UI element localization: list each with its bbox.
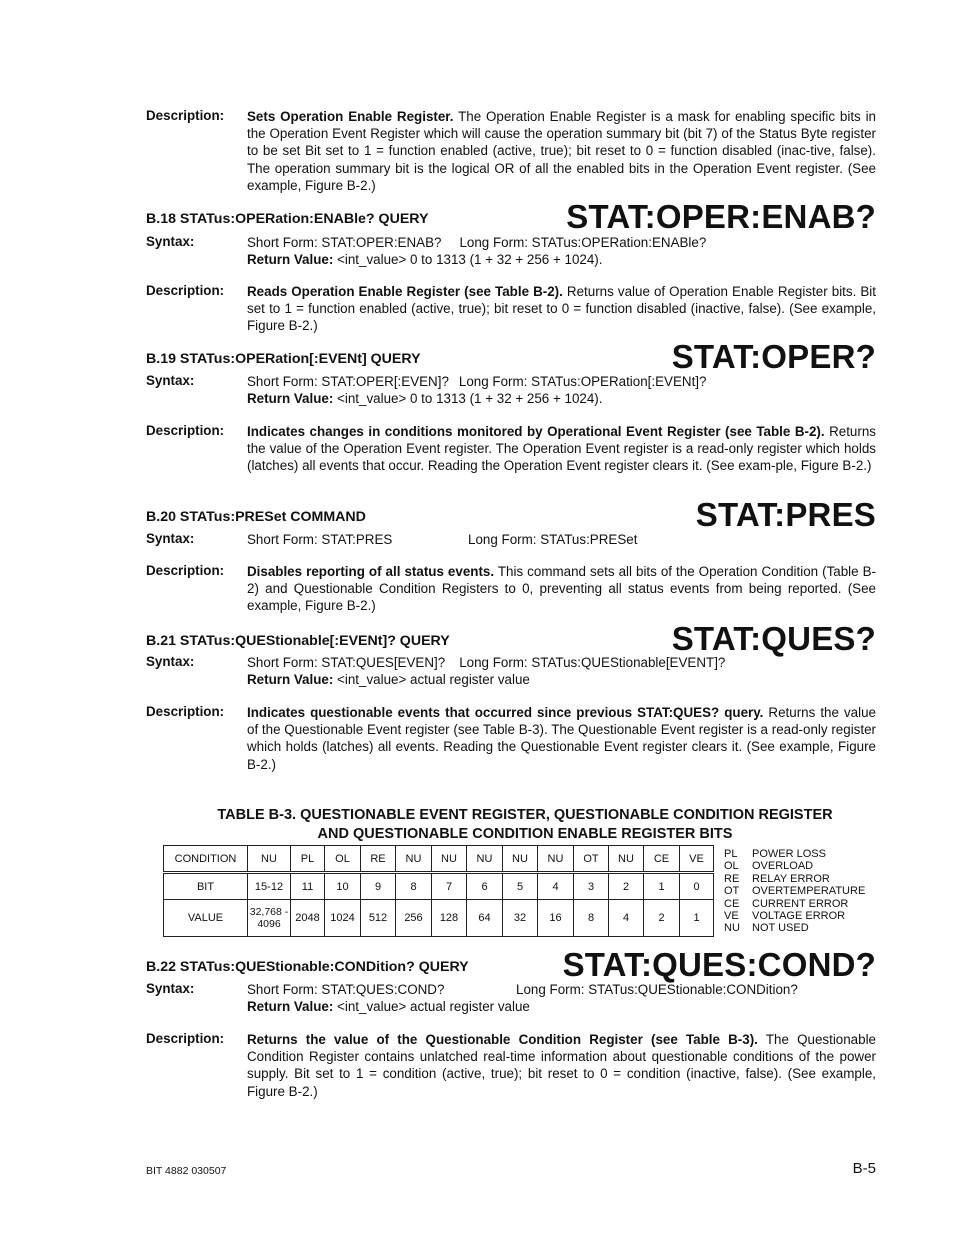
section-b19-syntax bbox=[146, 373, 876, 407]
section-b22-description bbox=[146, 1031, 876, 1100]
section-b20-description bbox=[146, 563, 876, 615]
section-title: B.18 STATus:OPERation:ENABle? QUERY bbox=[146, 211, 429, 227]
description-text: Returns the value of the Operation Event register. The Operation Event register is a read-only register which holds (latches) all events that occur. Reading the Operation Event register clears it. (See exam-ple, Figure B-2.) bbox=[247, 424, 876, 474]
table-cell: 3 bbox=[574, 873, 609, 900]
short-form: Short Form: STAT:QUES[EVEN]? bbox=[247, 655, 446, 670]
description-bold: Sets Operation Enable Register. bbox=[247, 109, 454, 124]
footer-doc-id: BIT 4882 030507 bbox=[146, 1165, 227, 1177]
long-form: Long Form: STATus:QUEStionable:CONDition? bbox=[516, 982, 798, 997]
description-bold: Reads Operation Enable Register (see Table B-2). bbox=[247, 284, 563, 299]
description-bold: Indicates changes in conditions monitored by Operational Event Register (see Table B-2). bbox=[247, 424, 825, 439]
legend-meaning: OVERTEMPERATURE bbox=[752, 885, 866, 898]
table-cell: NU bbox=[248, 846, 291, 873]
long-form: Long Form: STATus:PRESet bbox=[468, 532, 638, 547]
table-cell: 15-12 bbox=[248, 873, 291, 900]
legend-abbrev: NU bbox=[724, 922, 740, 935]
table-row-bit bbox=[164, 873, 714, 900]
description-label: Description: bbox=[146, 108, 225, 123]
table-cell: 2048 bbox=[291, 900, 325, 937]
legend-meaning: NOT USED bbox=[752, 922, 809, 935]
table-cell: RE bbox=[361, 846, 396, 873]
description-text: The Questionable Condition Register contains unlatched real-time information about questionable conditions of the power supply. Bit set to 1 = condition (active, true); bit reset to 0 = condition (inactive, false). (See example, Figure B-2.) bbox=[247, 1032, 876, 1099]
table-cell: CE bbox=[644, 846, 680, 873]
table-cell: 10 bbox=[325, 873, 361, 900]
syntax-label: Syntax: bbox=[146, 981, 195, 996]
syntax-label: Syntax: bbox=[146, 654, 195, 669]
syntax-label: Syntax: bbox=[146, 531, 195, 546]
table-cell: 32 bbox=[503, 900, 538, 937]
legend-meaning: VOLTAGE ERROR bbox=[752, 910, 846, 923]
section-title: B.22 STATus:QUEStionable:CONDition? QUERY bbox=[146, 959, 469, 975]
return-value: <int_value> 0 to 1313 (1 + 32 + 256 + 1024). bbox=[333, 252, 603, 268]
table-cell: BIT bbox=[164, 873, 248, 900]
table-cell: NU bbox=[538, 846, 574, 873]
table-cell: 0 bbox=[680, 873, 714, 900]
section-b20-syntax bbox=[146, 531, 876, 548]
section-b22-heading bbox=[146, 945, 876, 983]
command-banner: STAT:OPER:ENAB? bbox=[566, 198, 876, 235]
legend-item bbox=[724, 910, 865, 922]
description-text: Returns the value of the Questionable Event register (see Table B-3). The Questionable Event register is a read-only register which holds (latches) all events. Reading the Questionable Event register clears it. (See example, Figure B-2.) bbox=[247, 705, 876, 772]
legend-abbrev: OT bbox=[724, 885, 740, 898]
section-b19-heading bbox=[146, 337, 876, 375]
section-b21-heading bbox=[146, 619, 876, 657]
table-cell: 1 bbox=[680, 900, 714, 937]
table-legend bbox=[724, 848, 865, 935]
table-cell: NU bbox=[503, 846, 538, 873]
table-cell: 4 bbox=[609, 900, 644, 937]
table-cell: PL bbox=[291, 846, 325, 873]
legend-meaning: POWER LOSS bbox=[752, 848, 826, 860]
description-label: Description: bbox=[146, 1031, 225, 1046]
description-text: Returns value of Operation Enable Register bits. Bit set to 1 = function enabled (active, true); bit reset to 0 = function disabled (inactive, false). (See example, Figure B-2.) bbox=[247, 284, 876, 334]
table-cell: 6 bbox=[467, 873, 503, 900]
table-cell: 11 bbox=[291, 873, 325, 900]
syntax-label: Syntax: bbox=[146, 234, 195, 249]
table-cell: 7 bbox=[432, 873, 467, 900]
table-cell: OT bbox=[574, 846, 609, 873]
section-b18-syntax bbox=[146, 234, 876, 268]
table-title-line-1: TABLE B-3. QUESTIONABLE EVENT REGISTER, QUESTIONABLE CONDITION REGISTER bbox=[217, 807, 833, 823]
description-text: The Operation Enable Register is a mask for enabling specific bits in the Operation Event Register which will cause the operation summary bit (bit 7) of the Status Byte register to be set Bit set to 1 = function enabled (active, true); bit reset to 0 = function disabled (inac-tive, false). The operation summary bit is the logical OR of all the enabled bits in the Operation Event register. (See example, Figure B-2.) bbox=[247, 109, 876, 193]
description-label: Description: bbox=[146, 563, 225, 578]
table-cell: VE bbox=[680, 846, 714, 873]
command-banner: STAT:PRES bbox=[695, 496, 876, 533]
description-bold: Indicates questionable events that occurred since previous STAT:QUES? query. bbox=[247, 705, 764, 720]
legend-abbrev: PL bbox=[724, 848, 738, 860]
table-cell: 128 bbox=[432, 900, 467, 937]
legend-item bbox=[724, 848, 865, 860]
table-cell: 1024 bbox=[325, 900, 361, 937]
section-b19-description bbox=[146, 423, 876, 475]
legend-item bbox=[724, 860, 865, 872]
description-bold: Disables reporting of all status events. bbox=[247, 564, 495, 579]
long-form: Long Form: STATus:QUEStionable[EVENT]? bbox=[459, 655, 726, 670]
table-cell: 2 bbox=[609, 873, 644, 900]
section-b21-syntax bbox=[146, 654, 876, 688]
legend-abbrev: CE bbox=[724, 897, 740, 910]
legend-abbrev: OL bbox=[724, 860, 739, 873]
legend-item bbox=[724, 898, 865, 910]
register-bits-table bbox=[163, 845, 714, 937]
section-b20-heading bbox=[146, 495, 876, 533]
table-cell: NU bbox=[432, 846, 467, 873]
description-label: Description: bbox=[146, 283, 225, 298]
table-row-condition bbox=[164, 846, 714, 873]
table-cell: 64 bbox=[467, 900, 503, 937]
section-title: B.21 STATus:QUEStionable[:EVENt]? QUERY bbox=[146, 633, 450, 649]
return-label: Return Value: bbox=[247, 252, 334, 268]
table-cell: NU bbox=[609, 846, 644, 873]
return-value: <int_value> actual register value bbox=[333, 999, 530, 1015]
description-bold: Returns the value of the Questionable Condition Register (see Table B-3). bbox=[247, 1032, 758, 1047]
table-cell: 256 bbox=[396, 900, 432, 937]
table-title bbox=[146, 806, 904, 844]
command-banner: STAT:OPER? bbox=[671, 338, 876, 375]
table-cell: CONDITION bbox=[164, 846, 248, 873]
legend-abbrev: RE bbox=[724, 872, 740, 885]
section-title: B.19 STATus:OPERation[:EVENt] QUERY bbox=[146, 351, 421, 367]
return-label: Return Value: bbox=[247, 391, 334, 407]
command-banner: STAT:QUES:COND? bbox=[562, 946, 876, 983]
section-b21-description bbox=[146, 704, 876, 773]
return-label: Return Value: bbox=[247, 672, 334, 688]
section-b18-heading bbox=[146, 197, 876, 235]
long-form: Long Form: STATus:OPERation:ENABle? bbox=[459, 235, 707, 250]
table-cell: 1 bbox=[644, 873, 680, 900]
short-form: Short Form: STAT:QUES:COND? bbox=[247, 982, 445, 997]
table-cell: 8 bbox=[396, 873, 432, 900]
legend-item bbox=[724, 885, 865, 897]
legend-meaning: CURRENT ERROR bbox=[752, 897, 849, 910]
return-label: Return Value: bbox=[247, 999, 334, 1015]
legend-item bbox=[724, 922, 865, 934]
description-text: This command sets all bits of the Operation Condition (Table B-2) and Questionable Condition Registers to 0, preventing all status events from being reported. (See example, Figure B-2.) bbox=[247, 564, 876, 614]
legend-meaning: RELAY ERROR bbox=[752, 872, 830, 885]
syntax-label: Syntax: bbox=[146, 373, 195, 388]
table-cell: 8 bbox=[574, 900, 609, 937]
table-row-value bbox=[164, 900, 714, 937]
section-b22-syntax bbox=[146, 981, 876, 1015]
short-form: Short Form: STAT:OPER[:EVEN]? bbox=[247, 374, 449, 389]
table-cell: 5 bbox=[503, 873, 538, 900]
table-cell: 512 bbox=[361, 900, 396, 937]
table-cell: VALUE bbox=[164, 900, 248, 937]
table-cell: 4 bbox=[538, 873, 574, 900]
table-cell: NU bbox=[396, 846, 432, 873]
page-number: B-5 bbox=[852, 1160, 876, 1177]
command-banner: STAT:QUES? bbox=[671, 620, 876, 657]
section-b18-description bbox=[146, 283, 876, 335]
description-label: Description: bbox=[146, 423, 225, 438]
long-form: Long Form: STATus:OPERation[:EVENt]? bbox=[458, 374, 707, 389]
table-cell: 16 bbox=[538, 900, 574, 937]
return-value: <int_value> actual register value bbox=[333, 672, 530, 688]
operation-enable-description bbox=[146, 108, 876, 194]
short-form: Short Form: STAT:PRES bbox=[247, 532, 393, 547]
table-cell: NU bbox=[467, 846, 503, 873]
table-title-line-2: AND QUESTIONABLE CONDITION ENABLE REGISTER BITS bbox=[317, 826, 733, 842]
table-cell: 2 bbox=[644, 900, 680, 937]
section-title: B.20 STATus:PRESet COMMAND bbox=[146, 509, 366, 525]
short-form: Short Form: STAT:OPER:ENAB? bbox=[247, 235, 442, 250]
description-label: Description: bbox=[146, 704, 225, 719]
legend-item bbox=[724, 873, 865, 885]
table-cell: 9 bbox=[361, 873, 396, 900]
legend-abbrev: VE bbox=[724, 910, 739, 923]
table-cell: OL bbox=[325, 846, 361, 873]
table-cell: 32,768 - 4096 bbox=[248, 900, 291, 937]
return-value: <int_value> 0 to 1313 (1 + 32 + 256 + 1024). bbox=[333, 391, 603, 407]
legend-meaning: OVERLOAD bbox=[752, 860, 814, 873]
